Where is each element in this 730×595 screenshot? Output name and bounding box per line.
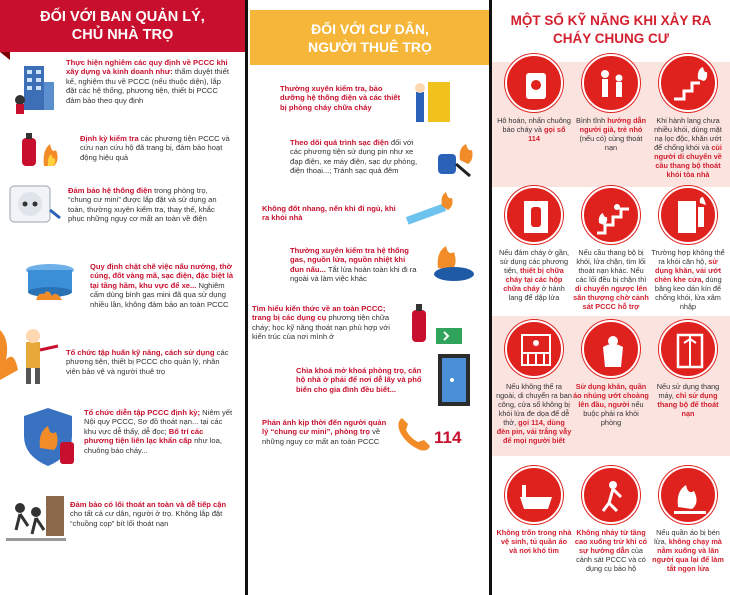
seal-door-icon (670, 197, 710, 237)
emergency-exit-icon (6, 490, 70, 545)
divider-left (245, 0, 248, 595)
skill-3: Khi hành lang chưa nhiều khói, dùng mặt nạ lọc độc, khăn ướt để chống khói và cùi người di chuyển về cầu thang bộ thoát khỏi tòa nhà (650, 54, 726, 179)
panel1-item-5: Tổ chức tập huấn kỹ năng, cách sử dụng các phương tiện, thiết bị PCCC cho quản lý, nhân viên bảo vệ và người thuê trọ (66, 348, 229, 376)
panel1-item-2: Định kỳ kiểm tra các phương tiện PCCC và cứu nạn cứu hộ đã trang bị, đảm bảo hoạt động hiệu quả (80, 134, 230, 162)
elevator-icon (670, 331, 710, 371)
electrician-icon (410, 78, 460, 128)
panel1-item-1: Thực hiện nghiêm các quy định về PCCC khi xây dựng và kinh doanh như: thẩm duyệt thiết kế, nghiệm thu về PCCC (nếu thuộc diện), lắp đặt các hệ thống, phương tiện, thiết bị PCCC đảm bảo theo quy định (66, 58, 229, 105)
panel-management (0, 0, 245, 595)
skill-8: Sử dụng khăn, quần áo nhúng ướt choàng lên đầu, người nếu buộc phải ra khỏi phòng (573, 320, 649, 427)
electric-socket-icon (6, 180, 62, 230)
door-key-icon (430, 352, 480, 408)
skill-1: Hô hoán, nhấn chuông báo cháy và gọi số 114 (496, 54, 572, 143)
skill-12: Nếu quần áo bị bén lửa, không chạy mà nằm xuống và lăn người qua lại để làm tắt ngọn lửa (650, 466, 726, 573)
burning-plug-icon (430, 140, 475, 185)
panel2-item-7: Phản ánh kịp thời đến người quản lý “chung cư mini”, phòng trọ về những nguy cơ mất an toàn PCCC (262, 418, 387, 446)
skill-2: Bình tĩnh hướng dẫn người già, trẻ nhỏ (nếu có) cùng thoát nạn (573, 54, 649, 152)
panel3-title-line1: MỘT SỐ KỸ NĂNG KHI XẢY RA (510, 13, 712, 28)
panel2-item-1: Thường xuyên kiểm tra, bảo dưỡng hệ thống điện và các thiết bị phòng cháy chữa cháy (280, 84, 401, 112)
balcony-signal-icon (516, 331, 556, 371)
extinguisher-exit-icon (408, 300, 466, 348)
firefighter-training-icon (0, 320, 62, 390)
shield-fire-icon (18, 402, 82, 472)
panel2-item-5: Tìm hiểu kiến thức về an toàn PCCC; trang bị các dụng cụ phương tiện chữa cháy; học kỹ năng thoát nạn phù hợp với kiến trúc của nơi mình ở (252, 304, 390, 342)
panel1-item-7: Đảm bảo có lối thoát an toàn và dễ tiếp cận cho tất cả cư dân, người ở trọ. Không lắp đặt “chuồng cọp” bít lối thoát nạn (70, 500, 227, 528)
panel1-item-6: Tổ chức diễn tập PCCC định kỳ; Niêm yết Nội quy PCCC, Sơ đồ thoát nạn... tại các khu vực dễ thấy, dễ đọc; Bố trí các phương tiện liên lạc khẩn cấp như loa, chuông báo cháy... (84, 408, 233, 455)
panel2-title-line1: ĐỐI VỚI CƯ DÂN, (311, 21, 429, 37)
panel3-header (492, 0, 730, 62)
panel3-title-line2: CHÁY CHUNG CƯ (553, 31, 669, 46)
panel2-header (250, 10, 490, 65)
skill-9: Nếu sử dụng thang máy, chỉ sử dụng thang bộ để thoát nạn (650, 320, 726, 418)
skill-11: Không nhảy từ tầng cao xuống trừ khi có sự hướng dẫn của cảnh sát PCCC và có dụng cụ bảo hộ (573, 466, 649, 573)
skill-6: Trường hợp không thể ra khỏi căn hộ, sử dụng khăn, vải ướt chèn khe cửa, dùng băng keo dán kín để chống khói, lửa xâm nhập (650, 186, 726, 311)
extinguisher-box-icon (516, 197, 556, 237)
no-jump-icon (593, 477, 633, 517)
panel1-title-line1: ĐỐI VỚI BAN QUẢN LÝ, (40, 9, 205, 25)
bathtub-icon (516, 477, 556, 517)
skill-10: Không trốn trong nhà vệ sinh, tủ quần áo và nơi khó tìm (496, 466, 572, 555)
panel1-item-3: Đảm bảo hệ thống điện trong phòng trọ, “chung cư mini” được lắp đặt và sử dụng an toàn, thường xuyên kiểm tra, thay thế, khắc phục những nguy cơ mất an toàn về điện (68, 186, 217, 224)
fire-alarm-icon (516, 65, 556, 105)
panel1-item-4: Quy định chặt chẽ việc nấu nướng, thờ cúng, đốt vàng mã, sạc điện, đặc biệt là tại tầng hầm, khu vực để xe... Nghiêm cấm dùng bình gas mini đã qua sử dụng nhiều lần, không đảm bảo an toàn PCCC (90, 262, 234, 309)
help-elderly-icon (593, 65, 633, 105)
panel2-item-3: Không đốt nhang, nến khi đi ngủ, khi ra khỏi nhà (262, 204, 396, 223)
wet-towel-icon (593, 331, 633, 371)
gas-stove-icon (428, 238, 478, 286)
panel2-item-6: Chìa khoá mở khoá phòng trọ, căn hộ nhà ở phải để nơi dễ lấy và phổ biến cho gia đình đều biết... (296, 366, 422, 394)
skill-5: Nếu cầu thang bộ bị khói, lửa chặn, tìm lối thoát nạn khác. Nếu các lối đều bị chặn thì di chuyển ngược lên sân thượng chờ cảnh sát PCCC hỗ trợ (573, 186, 649, 311)
panel2-item-4: Thường xuyên kiểm tra hệ thống gas, nguồn lửa, nguồn nhiệt khi đun nấu... Tắt lửa hoàn toàn khi đi ra ngoài và làm việc khác (290, 246, 417, 284)
panel-residents (250, 0, 490, 595)
fire-extinguisher-icon (16, 130, 66, 170)
rooftop-escape-icon (593, 197, 633, 237)
skill-7: Nếu không thể ra ngoài, di chuyển ra ban công, cửa sổ không bị khói lửa đe dọa để dễ thở, gọi 114, dùng đèn pin, vải trắng vẫy để mọi người biết (496, 320, 572, 445)
candle-fire-icon (400, 192, 455, 237)
panel1-header (0, 0, 245, 52)
phone-call-icon (394, 412, 434, 454)
emergency-number: 114 (434, 428, 462, 447)
skill-4: Nếu đám cháy ở gần, sử dụng các phương tiện, thiết bị chữa cháy tại các hộp chữa cháy ở hành lang để dập lửa (496, 186, 572, 302)
panel2-title-line2: NGƯỜI THUÊ TRỌ (308, 39, 432, 55)
roll-flame-icon (670, 477, 710, 517)
crawl-stairs-icon (670, 65, 710, 105)
panel-skills (492, 0, 730, 595)
cooking-pot-fire-icon (22, 256, 84, 304)
building-inspection-icon (10, 60, 60, 115)
panel1-title-line2: CHỦ NHÀ TRỌ (71, 27, 174, 43)
panel2-item-2: Theo dõi quá trình sạc điện đối với các phương tiện sử dụng pin như xe đạp điện, xe máy điện, sạc dự phòng, điện thoại...; Tránh sạc quá đêm (290, 138, 418, 176)
